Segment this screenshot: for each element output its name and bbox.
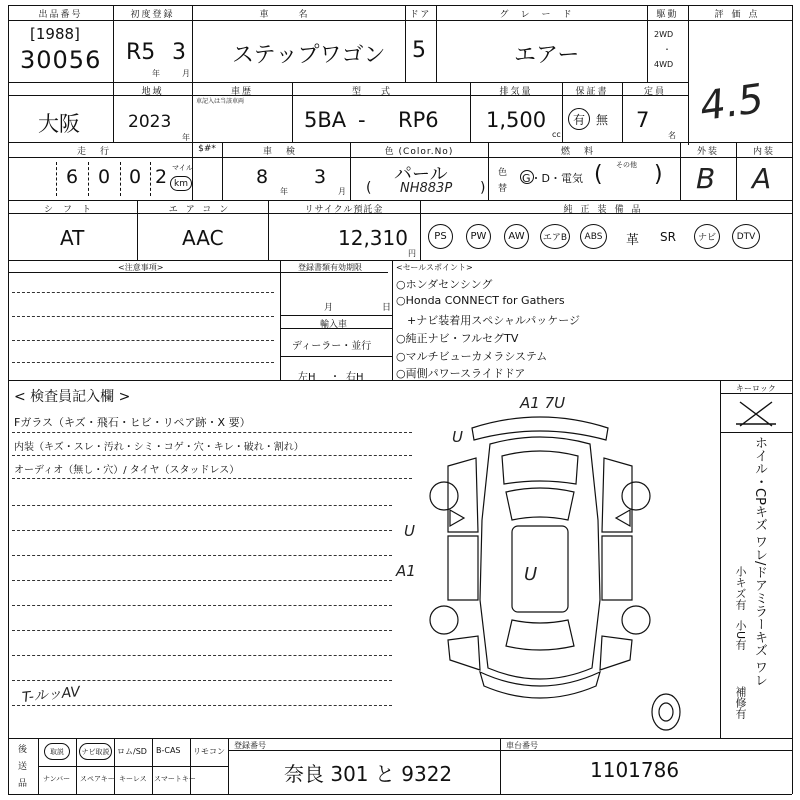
km-unit-circled: km: [170, 176, 192, 191]
dealer-parallel: ディーラー・並行: [292, 341, 372, 352]
recycle-value: 12,310: [338, 226, 408, 250]
equipment-label: 純正装備品: [563, 205, 649, 215]
side-note-small-scratch: 小キズ有: [734, 566, 747, 610]
mileage-digit-2: 0: [97, 166, 111, 188]
inspector-handwritten-note: T-ルッAV: [21, 684, 81, 706]
capacity-unit: 名: [668, 131, 676, 140]
model-year-note: 車記入は当該車両: [196, 98, 245, 105]
rating-label: 評価点: [714, 10, 766, 20]
inspector-line-glass: Fガラス（キズ・飛石・ヒビ・リペア跡・X 要）: [14, 416, 251, 429]
auction-sheet: 出品番号 初度登録 車名 ドア グレード 駆動 評価点 [1988] 30056 R5 3 年 月 ステップワゴン 5 エアー 2WD ・ 4WD 4.5 地域 車歴 車記入は当該車両 型式 排気量 保証書 定員 大阪 2023 年 5BA - RP6 1,500 cc 有 無 7 名 走行 $#* 車検 色 (Color.No) 燃料 外装 内装 6 0 0 2 マイル km 8 年 3 月 パール NH883P ( ) 色 替 G・D・電気 その他 ( ) B A シフト エアコン リサイクル預託金 純正装備品 AT AAC 12,310 円 PS PW AW エアB ABS 革 SR ナビ DTV <注意事項> 登録書類有効期限 月 日 輸入車 ディーラー・並行 左H ・ 右H <セールスポイント> ○ホンダセンシング ○Honda CONNECT for Gathers +ナビ装着用スペシャルパッケージ ○純正ナビ・フルセグTV ○マルチビューカメラシステム ○両側パワースライドドア < 検査員記入欄 > Fガラス（キズ・飛石・ヒビ・リペア跡・X 要） 内装（キズ・スレ・汚れ・シミ・コゲ・穴・キレ・破れ・割れ） オーディオ（無し・穴）/ タイヤ（スタッドレス） T-ルッAV A1 7U U U A1 U キーロック ホイル・CPキズ ワレ/ドアミラーキズ ワレ 小キズ有 小U有 補修有 後 送 品 取説 ナビ取説 ロム/SD B-CAS リモコン ナンバー スペアキー キーレス スマートキー 登録番号 奈良 301 と 9322 車台番号 1101786: [0, 0, 800, 800]
inspector-line-audio: オーディオ（無し・穴）/ タイヤ（スタッドレス）: [14, 465, 240, 476]
first-reg-month-unit: 月: [182, 69, 190, 78]
item-manual: 取説: [44, 743, 70, 760]
diagram-mark-left-rear: A1: [396, 562, 416, 580]
plate-label: 登録番号: [234, 741, 266, 750]
item-keyless: キーレス: [119, 775, 147, 783]
drive-2wd: 2WD: [654, 30, 674, 39]
side-note-wheel-mirror: ホイル・CPキズ ワレ/ドアミラーキズ ワレ: [752, 436, 767, 687]
mile-unit: マイル: [172, 164, 193, 172]
color-label: 色 (Color.No): [384, 147, 454, 157]
reg-expire-day: 日: [382, 303, 392, 313]
color-side-1: 色: [498, 168, 508, 178]
footer-side-label-3: 品: [18, 779, 28, 789]
inspector-title: < 検査員記入欄 >: [14, 389, 131, 405]
caution-label: <注意事項>: [118, 263, 164, 272]
drive-4wd: 4WD: [654, 60, 674, 69]
equip-abs: ABS: [580, 224, 607, 249]
ac-value: AAC: [182, 226, 224, 250]
fuel-label: 燃料: [560, 147, 607, 157]
ac-label: エアコン: [168, 205, 237, 215]
capacity-value: 7: [636, 108, 650, 132]
item-spare-key: スペアキー: [80, 775, 115, 783]
equip-ps: PS: [428, 224, 453, 249]
grade-value: エアー: [514, 43, 580, 68]
first-reg-era: R5: [126, 40, 156, 65]
warranty-label: 保証書: [575, 87, 609, 97]
sales-point-5: ○マルチビューカメラシステム: [396, 350, 548, 363]
car-name: ステップワゴン: [232, 43, 386, 68]
first-reg-month: 3: [172, 40, 186, 65]
equip-dtv: DTV: [732, 224, 760, 249]
mileage-digit-4: 2: [154, 166, 168, 188]
sales-point-3: +ナビ装着用スペシャルパッケージ: [396, 314, 581, 327]
diagram-mark-left-door: U: [404, 522, 415, 540]
rating-value: 4.5: [697, 75, 767, 131]
drive-dot: ・: [663, 45, 671, 54]
displacement-label: 排気量: [499, 87, 533, 97]
first-reg-label: 初度登録: [130, 10, 175, 20]
model-year-label: 車歴: [230, 87, 253, 97]
item-navi-manual: ナビ取説: [79, 743, 112, 760]
recycle-unit: 円: [408, 249, 416, 258]
lot-number: 30056: [20, 46, 102, 74]
footer-side-label-2: 送: [18, 762, 28, 772]
color-number: NH883P: [400, 181, 453, 196]
equip-sunroof: SR: [660, 230, 676, 244]
footer-side-label-1: 後: [18, 745, 28, 755]
side-note-small-dent: 小U有: [734, 620, 747, 651]
diagram-mark-front: A1 7U: [520, 394, 566, 412]
left-hand: 左H: [298, 372, 316, 383]
sales-point-label: <セールスポイント>: [396, 263, 473, 272]
inspection-year-unit: 年: [280, 187, 288, 196]
grade-label: グレード: [499, 10, 584, 20]
capacity-label: 定員: [643, 87, 666, 97]
side-note-repaired: 補修有: [734, 686, 747, 719]
door-count: 5: [412, 38, 426, 63]
reg-expire-month: 月: [324, 303, 334, 313]
model-year-value: 2023: [128, 112, 172, 132]
recycle-label: リサイクル預託金: [304, 205, 384, 215]
item-number-plate: ナンバー: [43, 775, 71, 783]
import-label: 輸入車: [320, 320, 348, 330]
displacement-value: 1,500: [486, 108, 547, 132]
fuel-paren-close: ): [654, 162, 663, 187]
mileage-digit-3: 0: [128, 166, 142, 188]
exterior-grade: B: [696, 162, 716, 195]
color-value: パール: [394, 164, 448, 185]
car-diagram: [420, 400, 660, 712]
first-reg-year-unit: 年: [152, 69, 160, 78]
sales-point-4: ○純正ナビ・フルセグTV: [396, 332, 519, 345]
equip-navi: ナビ: [694, 224, 720, 249]
model-year-unit: 年: [182, 133, 190, 142]
sales-point-1: ○ホンダセンシング: [396, 278, 493, 291]
mileage-label: 走行: [76, 147, 123, 157]
plate-value: 奈良 301 と 9322: [284, 762, 453, 786]
shift-value: AT: [60, 226, 85, 250]
fuel-other-label: その他: [616, 161, 637, 169]
region-value: 大阪: [38, 112, 80, 136]
unknown-label: $#*: [198, 144, 216, 154]
interior-label: 内装: [752, 147, 775, 157]
warranty-yes-circled: 有: [568, 108, 590, 130]
inspection-month-unit: 月: [338, 187, 346, 196]
car-name-label: 車名: [259, 10, 338, 20]
drive-label: 駆動: [656, 10, 679, 20]
fuel-paren-open: (: [594, 162, 603, 187]
item-remote: リモコン: [193, 747, 225, 756]
warranty-no: 無: [596, 113, 609, 127]
diagram-mark-front-left: U: [452, 428, 463, 446]
equip-airbag: エアB: [540, 224, 570, 249]
displacement-unit: cc: [552, 130, 561, 139]
keylock-label: キーロック: [736, 384, 776, 393]
lot-label: 出品番号: [38, 10, 83, 20]
type-prefix: 5BA: [304, 108, 347, 132]
spare-tire-icon: [648, 690, 684, 734]
diagram-mark-roof: U: [524, 564, 538, 585]
exterior-label: 外装: [696, 147, 719, 157]
type-dash: -: [358, 108, 366, 132]
chassis-value: 1101786: [590, 758, 680, 782]
lr-dot: ・: [330, 372, 340, 383]
equip-pw: PW: [466, 224, 491, 249]
item-rom-sd: ロム/SD: [117, 747, 147, 756]
item-bcas: B-CAS: [156, 746, 181, 755]
type-label: 型式: [351, 87, 410, 97]
inspector-line-interior: 内装（キズ・スレ・汚れ・シミ・コゲ・穴・キレ・破れ・割れ）: [14, 442, 304, 453]
inspection-month: 3: [314, 166, 327, 188]
sales-point-6: ○両側パワースライドドア: [396, 367, 526, 380]
interior-grade: A: [752, 162, 772, 195]
shift-label: シフト: [43, 205, 101, 215]
equip-leather: 革: [626, 233, 640, 248]
chassis-label: 車台番号: [506, 741, 538, 750]
door-label: ドア: [409, 10, 432, 20]
inspection-year: 8: [256, 166, 269, 188]
color-side-2: 替: [498, 184, 508, 194]
fuel-options: G・D・電気: [522, 172, 583, 185]
region-label: 地域: [141, 87, 164, 97]
sales-point-2: ○Honda CONNECT for Gathers: [396, 294, 565, 307]
keylock-check-mark: [724, 396, 788, 430]
reg-expire-label: 登録書類有効期限: [298, 263, 362, 272]
lot-sub-number: [1988]: [30, 25, 80, 43]
item-smart-key: スマートキー: [154, 775, 196, 783]
type-code: RP6: [398, 108, 439, 132]
equip-aw: AW: [504, 224, 529, 249]
right-hand: 右H: [346, 372, 364, 383]
mileage-digit-1: 6: [65, 166, 79, 188]
inspection-label: 車検: [262, 147, 309, 157]
